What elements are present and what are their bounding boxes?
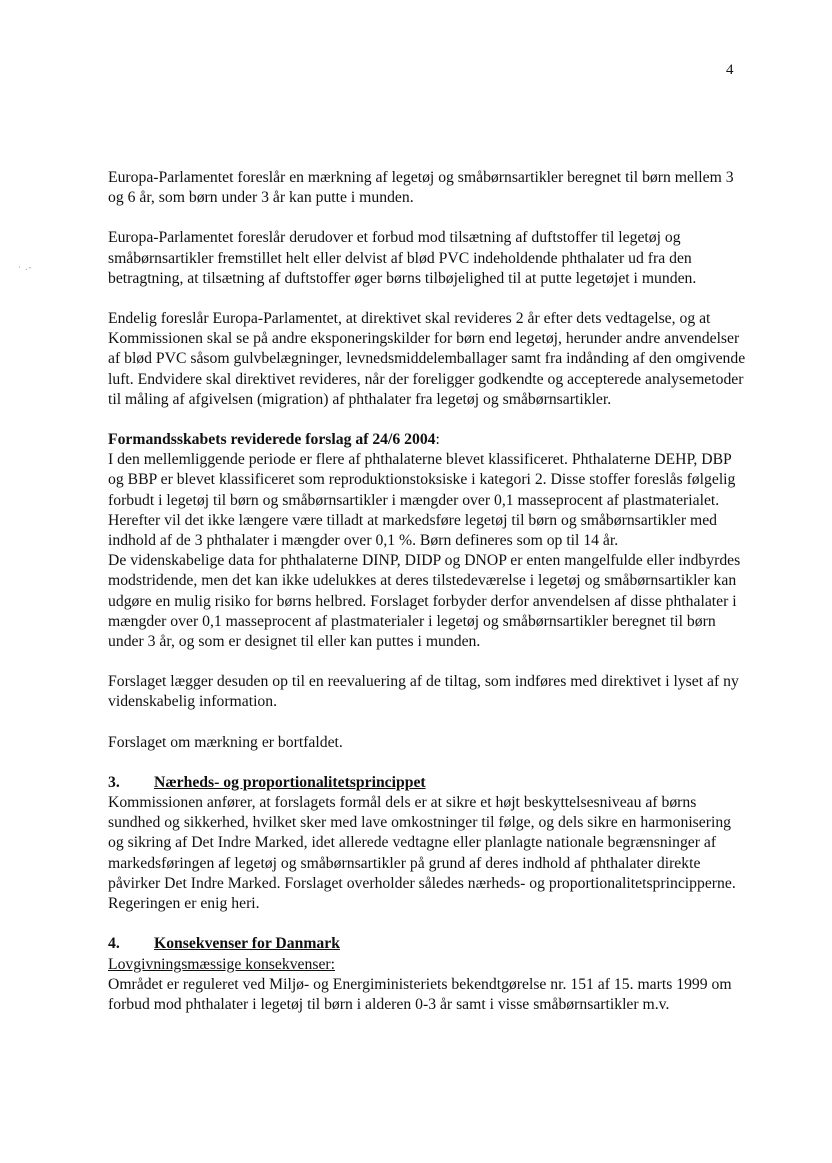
- section-4-heading: [108, 934, 750, 954]
- paragraph-scientific-data: De videnskabelige data for phthalaterne DINP, DIDP og DNOP er enten mangelfulde eller indbyrdes modstridende, men det kan ikke udelukkes at deres tilstedeværelse i legetøj og småbørnsartikler kan udgøre en mulig risiko for børns helbred. Forslaget forbyder derfor anvendelsen af disse phthalater i mængder over 0,1 masseprocent af plastmaterialer i legetøj og småbørnsartikler beregnet til børn under 3 år, og som er designet til eller kan puttes i munden.: [108, 552, 741, 651]
- revised-proposal-colon: :: [435, 431, 440, 449]
- scan-speck: · .-: [18, 262, 33, 272]
- paragraph-reevaluation: Forslaget lægger desuden op til en reevaluering af de tiltag, som indføres med direktivet i lyset af ny videnskabelig information.: [108, 673, 739, 711]
- revised-proposal-heading: Formandsskabets reviderede forslag af 24/6 2004: [108, 431, 436, 449]
- paragraph-fragrance-ban: Europa-Parlamentet foreslår derudover et forbud mod tilsætning af duftstoffer til legetøj og småbørnsartikler fremstillet helt eller delvist af blød PVC indeholdende phthalater ud fra den betragtning, at tilsætning af duftstoffer øger børns tilbøjelighed til at putte legetøjet i munden.: [108, 229, 697, 287]
- paragraph-revision-clause: Endelig foreslår Europa-Parlamentet, at direktivet skal revideres 2 år efter dets vedtagelse, og at Kommissionen skal se på andre eksponeringskilder for børn end legetøj, herunder andre anvendelser af blød PVC såsom gulvbelægninger, levnedsmiddelemballager samt fra indånding af den omgivende luft. Endvidere skal direktivet revideres, når der foreligger godkendte og accepterede analysemetoder til måling af afgivelsen (migration) af phthalater fra legetøj og småbørnsartikler.: [108, 310, 746, 408]
- section-4-number: 4.: [108, 935, 120, 953]
- document-body: [108, 168, 750, 1015]
- section-3-text: Kommissionen anfører, at forslagets formål dels er at sikre et højt beskyttelsesniveau af børns sundhed og sikkerhed, hvilket sker med lave omkostninger til følge, og dels sikre en harmonisering og sikring af Det Indre Marked, idet allerede vedtagne eller planlagte nationale begrænsninger af markedsføringen af legetøj og småbørnsartikler på grund af deres indhold af phthalater direkte påvirker Det Indre Marked. Forslaget overholder således nærheds- og proportionalitetsprincipperne. Regeringen er enig heri.: [108, 794, 736, 913]
- paragraph-classification: I den mellemliggende periode er flere af phthalaterne blevet klassificeret. Phthalaterne DEHP, DBP og BBP er blevet klassificeret som reproduktionstoksiske i kategori 2. Disse stoffer foreslås følgelig forbudt i legetøj til børn og småbørnsartikler i mængder over 0,1 masseprocent af plastmaterialet. Herefter vil det ikke længere være tilladt at markedsføre legetøj til børn og småbørnsartikler med indhold af de 3 phthalater i mængder over 0,1 %. Børn defineres som op til 14 år.: [108, 451, 736, 550]
- section-3-title: Nærheds- og proportionalitetsprincippet: [154, 773, 426, 791]
- section-4-subheading: Lovgivningsmæssige konsekvenser:: [108, 955, 336, 973]
- section-4-text: Området er reguleret ved Miljø- og Energiministeriets bekendtgørelse nr. 151 af 15. marts 1999 om forbud mod phthalater i legetøj til børn i alderen 0-3 år samt i visse småbørnsartikler m.v.: [108, 975, 732, 1013]
- section-3-number: 3.: [108, 773, 120, 791]
- paragraph-labelling-proposal: Europa-Parlamentet foreslår en mærkning af legetøj og småbørnsartikler beregnet til børn mellem 3 og 6 år, som børn under 3 år kan putte i munden.: [108, 169, 734, 207]
- revised-proposal-block: [108, 430, 750, 551]
- paragraph-labelling-dropped: Forslaget om mærkning er bortfaldet.: [108, 733, 343, 751]
- page-number: 4: [726, 62, 734, 78]
- section-3-heading: [108, 773, 750, 793]
- section-4-title: Konsekvenser for Danmark: [154, 935, 340, 953]
